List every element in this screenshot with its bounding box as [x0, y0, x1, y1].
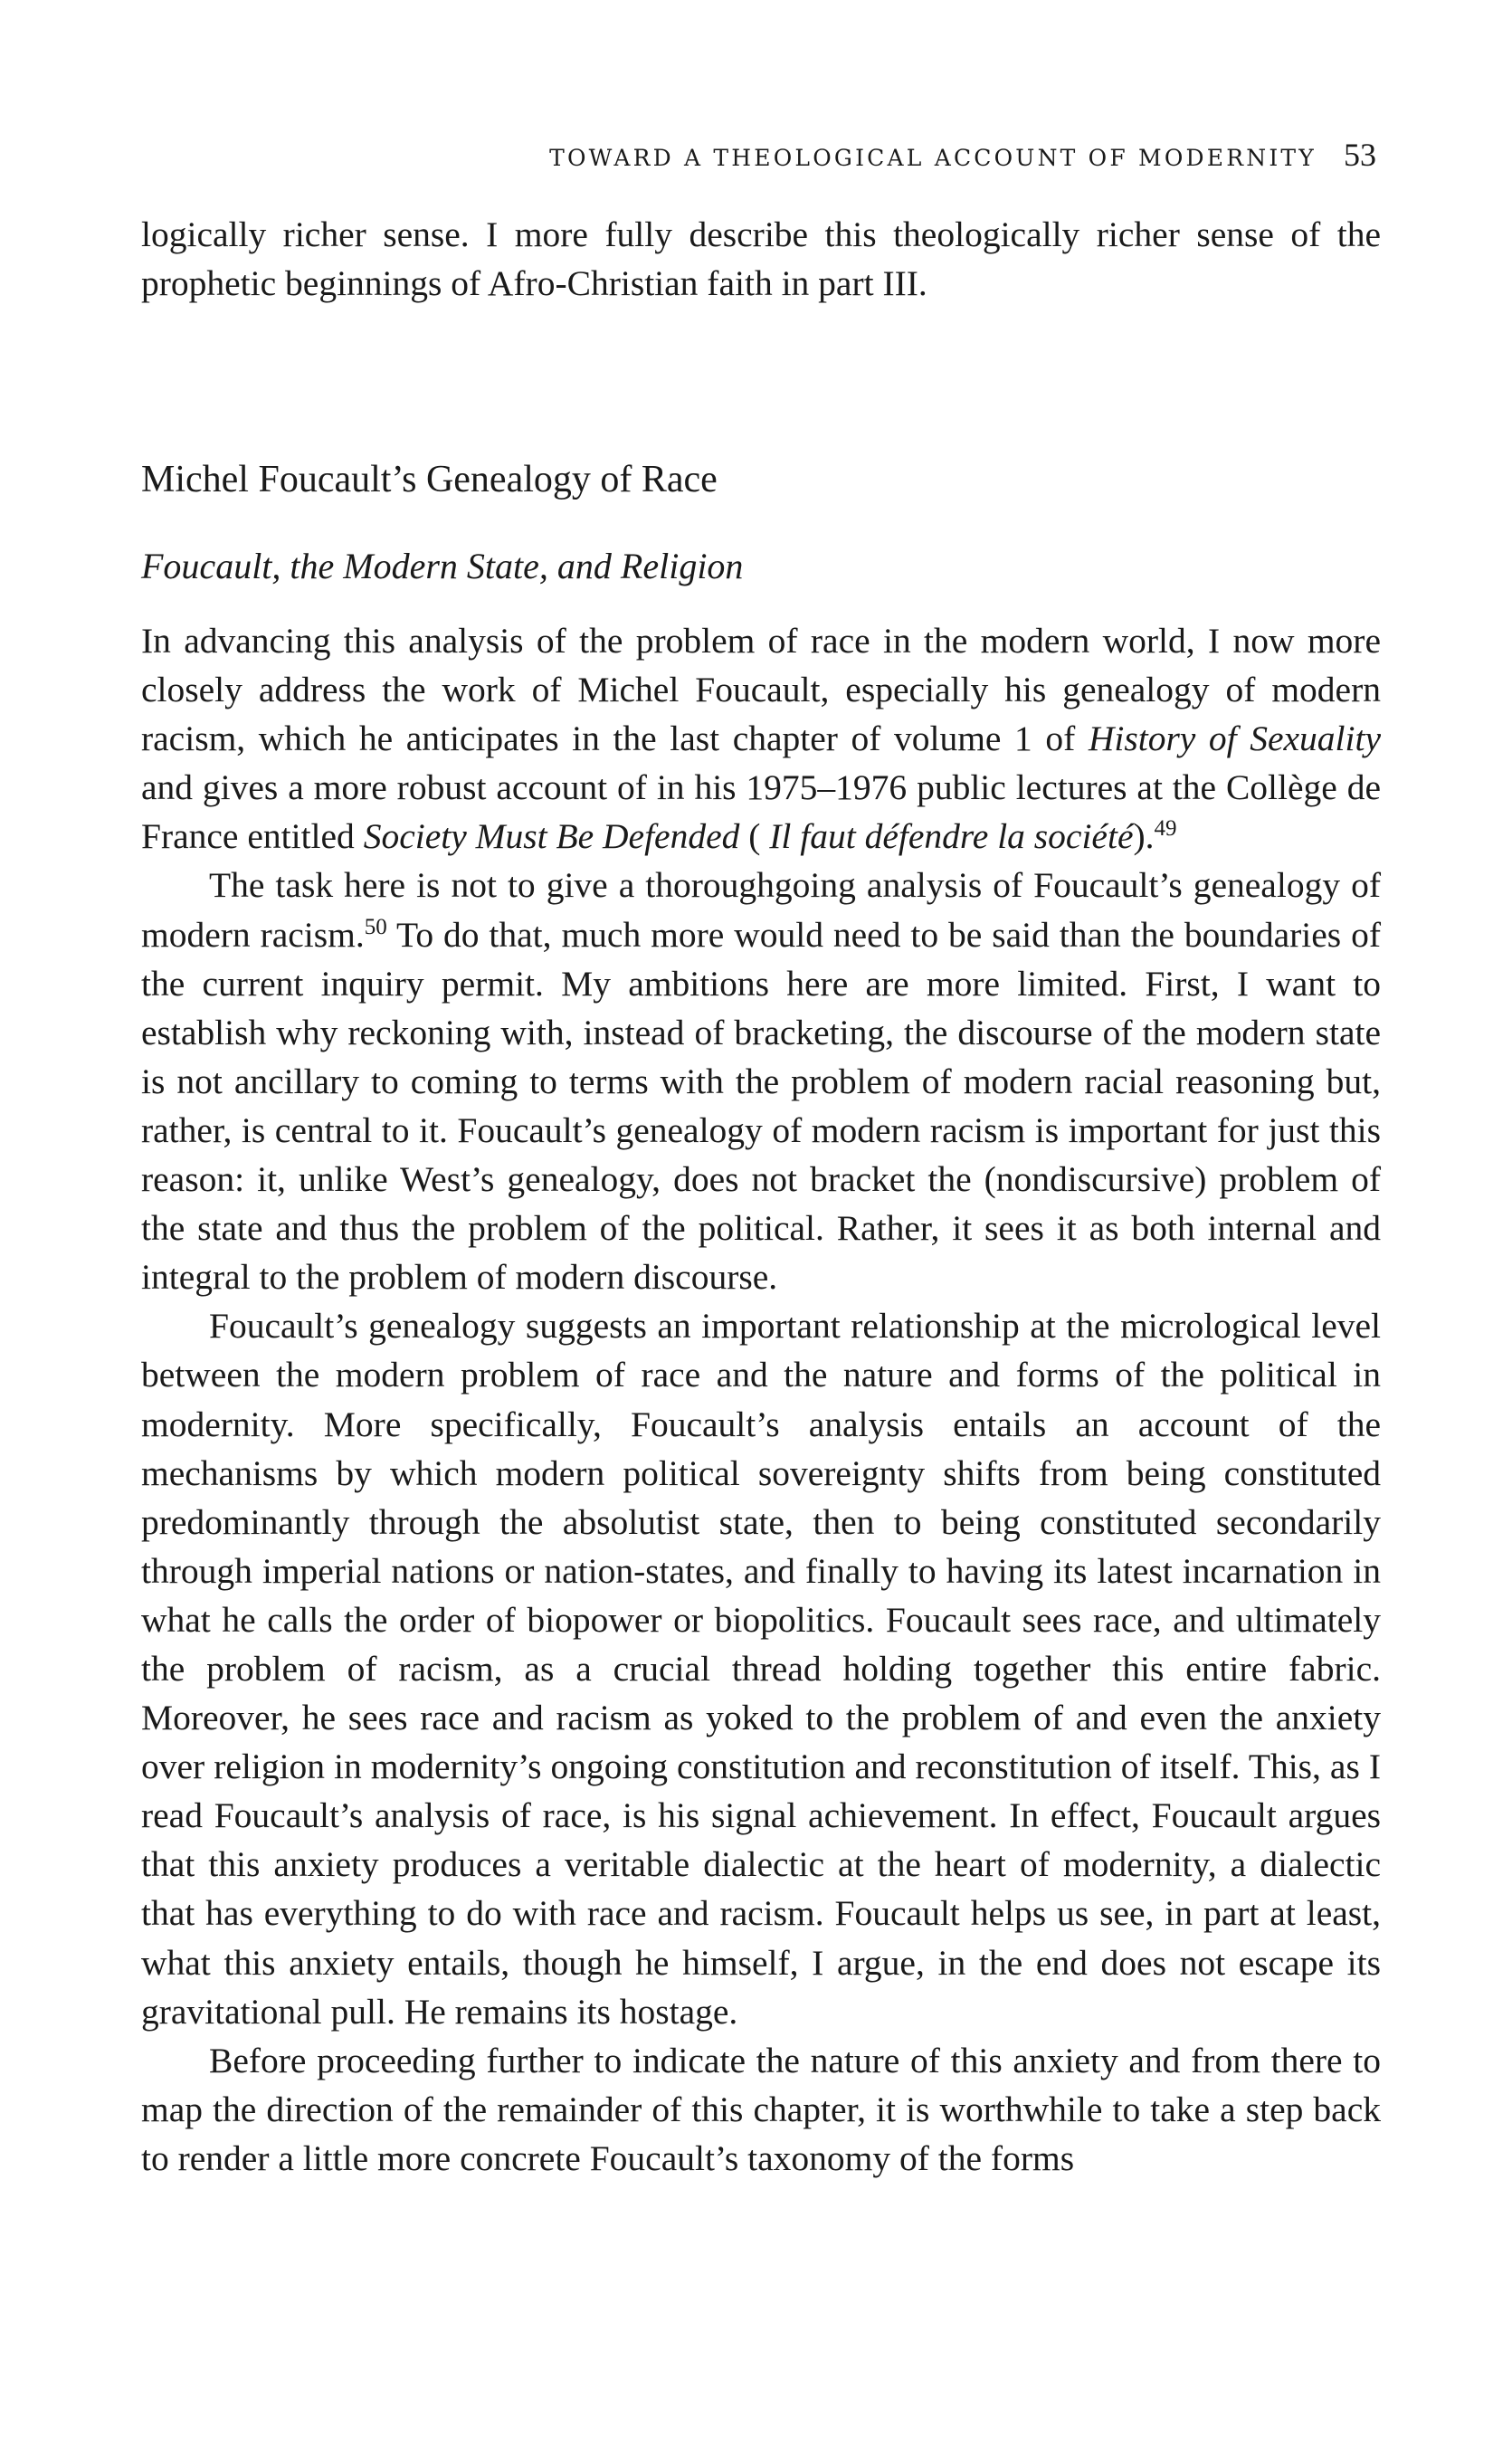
running-head: [141, 136, 1376, 176]
paragraph-2-text-a: The task here is not to give a thoroughgoing analysis of Foucault’s genealogy of modern racism.: [141, 865, 1381, 955]
paragraph-3: Foucault’s genealogy suggests an important relationship at the micrological level between the modern problem of race and the nature and forms of the political in modernity. More specifically, Foucault’s analysis entails an account of the mechanisms by which modern political sovereignty shifts from being constituted predominantly through the absolutist state, then to being constituted secondarily through imperial nations or nation-states, and finally to having its latest incarnation in what he calls the order of biopower or biopolitics. Foucault sees race, and ultimately the problem of racism, as a crucial thread holding together this entire fabric. Moreover, he sees race and racism as yoked to the problem of and even the anxiety over religion in modernity’s ongoing constitution and reconstitution of itself. This, as I read Foucault’s analysis of race, is his signal achievement. In effect, Foucault argues that this anxiety produces a veritable dialectic at the heart of modernity, a dialectic that has everything to do with race and racism. Foucault helps us see, in part at least, what this anxiety entails, though he himself, I argue, in the end does not escape its gravitational pull. He remains its hostage.: [141, 1306, 1381, 2032]
page-number: 53: [1344, 137, 1376, 173]
section-heading: Michel Foucault’s Genealogy of Race: [141, 459, 718, 500]
paragraph-1: [141, 616, 1381, 861]
book-title-society-must-be-defended: Society Must Be Defended: [363, 816, 740, 857]
paragraph-1-text-b: and gives a more robust account of in his 1975–1976 public lectures at the Collège de France entitled: [141, 767, 1381, 857]
subsection-heading: Foucault, the Modern State, and Religion: [141, 546, 744, 586]
paragraph-1-text-a: In advancing this analysis of the problem of race in the modern world, I now more closely address the work of Michel Foucault, especially his genealogy of modern racism, which he anticipates in the last chapter of volume 1 of: [141, 621, 1381, 759]
paragraph-4: Before proceeding further to indicate the nature of this anxiety and from there to map the direction of the remainder of this chapter, it is worthwhile to take a step back to render a little more concrete Foucault’s taxonomy of the forms: [141, 2040, 1381, 2178]
footnote-reference-50[interactable]: 50: [364, 914, 387, 939]
body-text: [141, 616, 1381, 2183]
book-title-history-of-sexuality: History of Sexuality: [1088, 719, 1381, 759]
continued-paragraph: [141, 210, 1381, 308]
paragraph-1-text-c: (: [739, 816, 770, 857]
continued-paragraph-text: logically richer sense. I more fully describe this theologically richer sense of the prophetic beginnings of Afro-Christian faith in part III.: [141, 214, 1381, 304]
book-title-il-faut-defendre: Il faut défendre la société: [769, 816, 1134, 857]
paragraph-1-text-d: ).: [1133, 816, 1155, 857]
running-head-title: TOWARD A THEOLOGICAL ACCOUNT OF MODERNITY: [549, 145, 1317, 171]
footnote-reference-49[interactable]: 49: [1154, 816, 1177, 842]
paragraph-2: [141, 861, 1381, 1301]
paragraph-2-text-b: To do that, much more would need to be said than the boundaries of the current inquiry permit. My ambitions here are more limited. First, I want to establish why reckoning with, instead of bracketing, the discourse of the modern state is not ancillary to coming to terms with the problem of modern racial reasoning but, rather, is central to it. Foucault’s genealogy of modern racism is important for just this reason: it, unlike West’s genealogy, does not bracket the (nondiscursive) problem of the state and thus the problem of the political. Rather, it sees it as both internal and integral to the problem of modern discourse.: [141, 914, 1381, 1298]
